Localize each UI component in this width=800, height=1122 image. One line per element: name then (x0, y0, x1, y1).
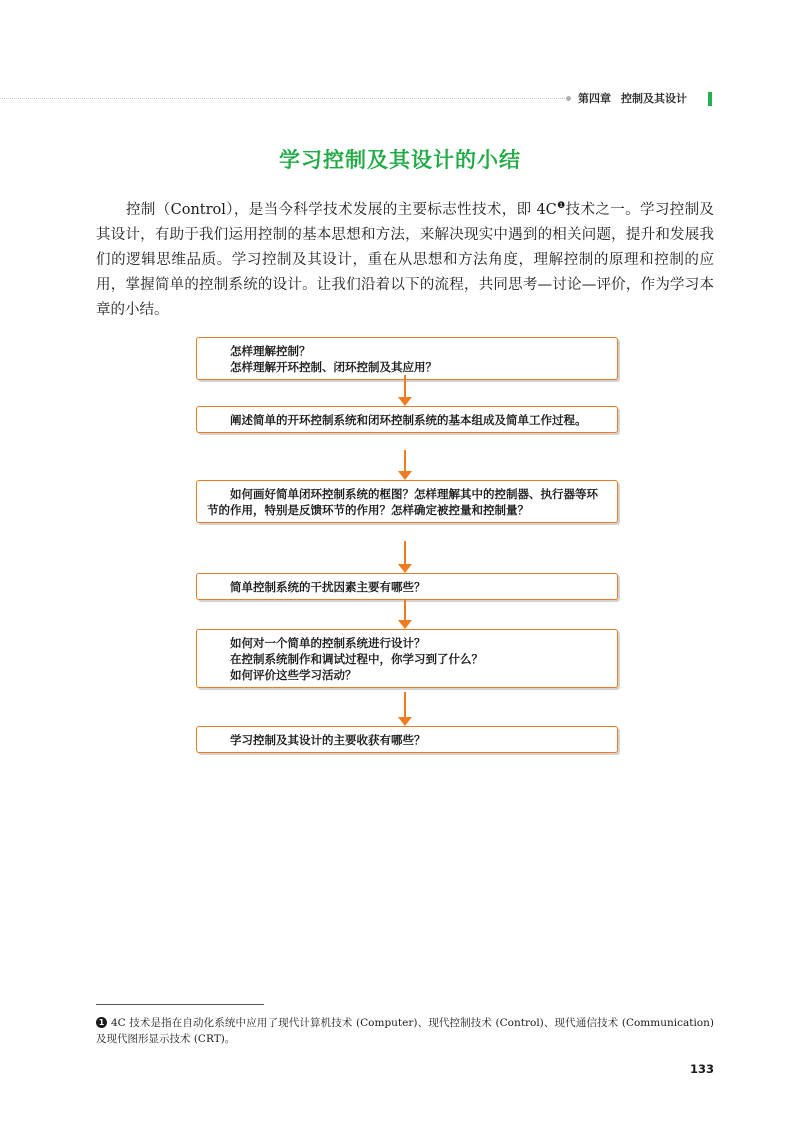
footnote (96, 1015, 714, 1047)
flow-arrow-3 (398, 541, 412, 573)
flow-step-5 (196, 629, 618, 688)
flow-arrow-5 (398, 692, 412, 726)
flow-step-5-line-1: 如何对一个简单的控制系统进行设计？ (230, 636, 426, 650)
flow-step-4-line-1: 简单控制系统的干扰因素主要有哪些？ (230, 580, 426, 594)
flow-step-2 (196, 406, 618, 433)
footnote-reference: ❶ (556, 201, 566, 212)
chapter-number: 第四章 (578, 92, 611, 105)
page-number: 133 (689, 1062, 714, 1076)
flow-step-1-line-2: 怎样理解开环控制、闭环控制及其应用？ (230, 360, 437, 374)
intro-text-part2: 技术之一。学习控制及其设计，有助于我们运用控制的基本思想和方法，来解决现实中遇到的相关问题，提升和发展我们的逻辑思维品质。学习控制及其设计，重在从思想和方法角度，理解控制的原理和控制的应用，掌握简单的控制系统的设计。让我们沿着以下的流程，共同思考—讨论—评价，作为学习本章的小结。 (96, 202, 715, 318)
flow-step-3-text: 如何画好简单闭环控制系统的框图？怎样理解其中的控制器、执行器等环节的作用，特别是反馈环节的作用？怎样确定被控量和控制量？ (207, 487, 598, 517)
footnote-marker: 1 (96, 1017, 107, 1028)
running-header (578, 91, 687, 107)
flow-step-6 (196, 726, 618, 753)
flow-step-6-line-1: 学习控制及其设计的主要收获有哪些？ (230, 733, 426, 747)
footnote-text: 4C 技术是指在自动化系统中应用了现代计算机技术 (Computer)、现代控制技术 (Control)、现代通信技术 (Communication) 及现代图形显示技术 (CRT)。 (96, 1017, 714, 1045)
flow-arrow-2 (398, 450, 412, 480)
flow-step-4 (196, 573, 618, 600)
header-rule (0, 98, 565, 99)
flow-step-1-line-1: 怎样理解控制？ (230, 344, 311, 358)
intro-paragraph (96, 198, 714, 323)
flow-step-5-line-2: 在控制系统制作和调试过程中，你学习到了什么？ (230, 652, 483, 666)
flow-step-5-line-3: 如何评价这些学习活动？ (230, 668, 357, 682)
footnote-rule (96, 1004, 264, 1005)
header-dot (566, 96, 571, 101)
flow-step-1 (196, 337, 618, 380)
intro-text-part1: 控制（Control），是当今科学技术发展的主要标志性技术，即 4C (126, 202, 557, 218)
header-accent-bar (708, 92, 712, 106)
flow-arrow-4 (398, 599, 412, 629)
flow-arrow-1 (398, 375, 412, 406)
flow-step-3 (196, 480, 618, 523)
page-title: 学习控制及其设计的小结 (279, 148, 521, 172)
flow-step-2-text: 阐述简单的开环控制系统和闭环控制系统的基本组成及简单工作过程。 (230, 413, 587, 427)
chapter-title: 控制及其设计 (621, 92, 687, 105)
